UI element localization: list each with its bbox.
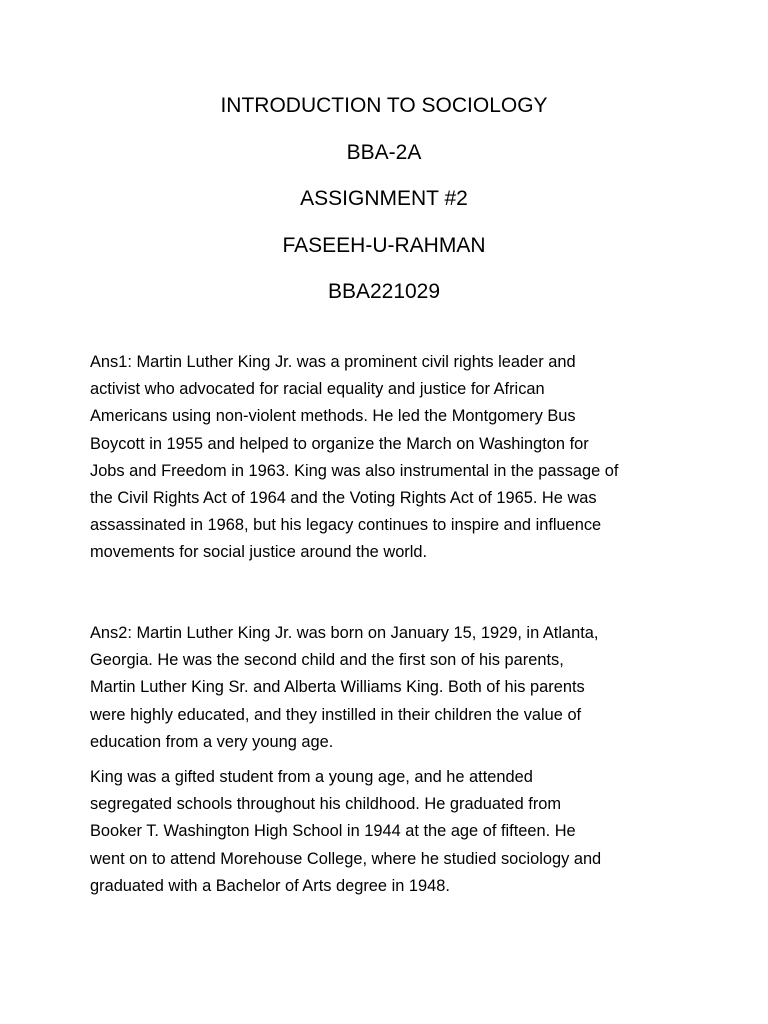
paragraph-line: were highly educated, and they instilled in their children the value of: [90, 705, 582, 724]
paragraph-line: Martin Luther King Sr. and Alberta Williams King. Both of his parents: [90, 678, 585, 697]
answer-1-paragraph: [90, 349, 690, 567]
paragraph-line: Americans using non-violent methods. He led the Montgomery Bus: [90, 407, 576, 426]
paragraph-line: Booker T. Washington High School in 1944 at the age of fifteen. He: [90, 822, 576, 841]
paragraph-line: Boycott in 1955 and helped to organize the March on Washington for: [90, 434, 589, 453]
paragraph-line: activist who advocated for racial equality and justice for African: [90, 380, 545, 399]
answer-2-continuation-paragraph: [90, 764, 690, 900]
title-block: [0, 94, 768, 327]
student-name: FASEEH-U-RAHMAN: [282, 233, 486, 257]
paragraph-line: the Civil Rights Act of 1964 and the Voting Rights Act of 1965. He was: [90, 488, 597, 507]
paragraph-line: movements for social justice around the world.: [90, 543, 428, 562]
paragraph-line: assassinated in 1968, but his legacy continues to inspire and influence: [90, 516, 602, 535]
section-label: BBA-2A: [346, 140, 422, 164]
paragraph-line: Ans2: Martin Luther King Jr. was born on January 15, 1929, in Atlanta,: [90, 624, 599, 642]
paragraph-line: Jobs and Freedom in 1963. King was also instrumental in the passage of: [90, 461, 619, 480]
course-title: INTRODUCTION TO SOCIOLOGY: [220, 94, 548, 117]
paragraph-line: Georgia. He was the second child and the first son of his parents,: [90, 651, 564, 670]
paragraph-line: Ans1: Martin Luther King Jr. was a prominent civil rights leader and: [90, 353, 576, 371]
assignment-label: ASSIGNMENT #2: [300, 187, 468, 210]
student-id: BBA221029: [327, 280, 441, 303]
paragraph-line: segregated schools throughout his childhood. He graduated from: [90, 795, 562, 814]
answer-2-paragraph: [90, 620, 690, 756]
paragraph-line: King was a gifted student from a young age, and he attended: [90, 768, 533, 786]
paragraph-line: education from a very young age.: [90, 732, 334, 751]
paragraph-line: went on to attend Morehouse College, where he studied sociology and: [90, 849, 602, 868]
paragraph-line: graduated with a Bachelor of Arts degree in 1948.: [90, 876, 450, 895]
